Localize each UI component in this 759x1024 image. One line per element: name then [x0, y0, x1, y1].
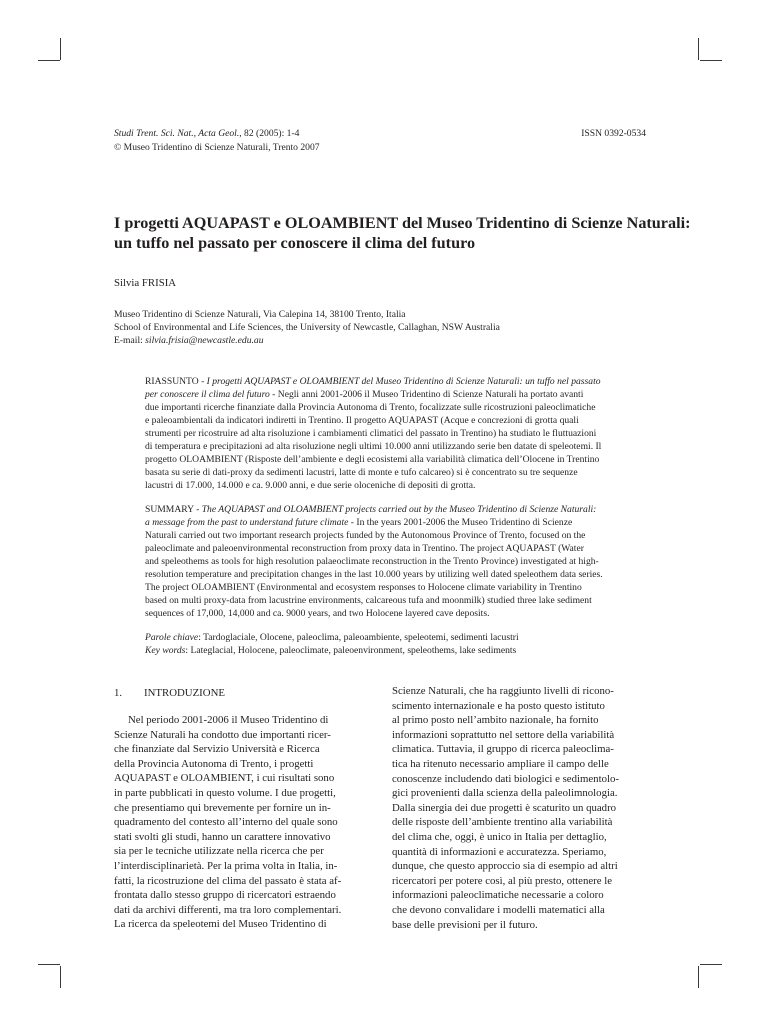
section-heading: 1. INTRODUZIONE: [114, 687, 225, 699]
keywords: [145, 631, 646, 657]
keywords-english: Key words: Lateglacial, Holocene, paleoclimate, paleoenvironment, speleothems, lake sediments: [145, 645, 517, 656]
body-right-column: Scienze Naturali, che ha raggiunto livelli di ricono- scimento internazionale e ha posto questo istituto al primo posto nell’ambito nazionale, ha fornito informazioni soprattutto nel settore della variabilità climatica. Tuttavia, il gruppo di ricerca paleoclima- tica ha ritenuto necessario ampliare il campo delle conoscenze includendo dati biologici e sedimentolo- gici provenienti dalla scienza della paleolimnologia. Dalla sinergia dei due progetti è scaturito un quadro delle risposte dell’ambiente trentino alla variabilità del clima che, oggi, è unico in Italia per dettaglio, quantità di informazioni e accuratezza. Speriamo, dunque, che questo approccio sia di esempio ad altri ricercatori per potere così, al più presto, ottenere le informazioni paleoclimatiche necessarie a coloro che devono convalidare i modelli matematici alla base delle previsioni per il futuro.: [392, 685, 619, 931]
email-link[interactable]: silvia.frisia@newcastle.edu.au: [145, 335, 264, 347]
crop-mark: [38, 60, 60, 61]
paper-title: I progetti AQUAPAST e OLOAMBIENT del Museo Tridentino di Scienze Naturali: un tuffo nel passato per conoscere il clima del futuro: [114, 214, 691, 252]
keywords-italian: Parole chiave: Tardoglaciale, Olocene, paleoclima, paleoambiente, speleotemi, sedimenti lacustri: [145, 632, 519, 643]
author-name: Silvia FRISIA: [114, 277, 177, 289]
crop-mark: [700, 60, 722, 61]
body-left-column: Nel periodo 2001-2006 il Museo Tridentino di Scienze Naturali ha condotto due importanti ricer- che finanziate dal Servizio Università e Ricerca della Provincia Autonoma di Trento, i progetti AQUAPAST e OLOAMBIENT, i cui risultati sono in parte pubblicati in questo volume. I due progetti, che presentiamo qui brevemente per fornire un in- quadramento del contesto all’interno del quale sono stati svolti gli studi, hanno un carattere innovativo sia per le tecniche utilizzate nella ricerca che per l’interdisciplinarietà. Per la prima volta in Italia, in- fatti, la ricostruzione del clima del passato è stata af- frontata dallo stesso gruppo di ricercatori estraendo dati da archivi differenti, ma tra loro complementari. La ricerca da speleotemi del Museo Tridentino di: [114, 714, 342, 931]
summary-abstract: SUMMARY - The AQUAPAST and OLOAMBIENT projects carried out by the Museo Tridentino di Scienze Naturali: a message from the past to understand future climate - In the years 2001-2006 the Museo Tridentino di Scienze Naturali carried out two important research projects funded by the Autonomous Province of Trento, focused on the paleoclimate and paleoenvironmental reconstruction from proxy data in Trentino. The project AQUAPAST (Water and speleothems as tools for high resolution palaeoclimate reconstruction in the Trento Province) investigated at high- resolution temperature and precipitation changes in the last 10.000 years by utilizing well dated speleothem data series. The project OLOAMBIENT (Environmental and ecosystem responses to Holocene climate variability in Trentino based on multi proxy-data from lacustrine environments, calcareous tufa and moonmilk) studied three lake sediment sequences of 17,000, 14,000 and ca. 9000 years, and two Holocene layered cave deposits.: [145, 504, 603, 619]
affiliation: Museo Tridentino di Scienze Naturali, Via Calepina 14, 38100 Trento, Italia School of Environmental and Life Sciences, the University of Newcastle, Callaghan, NSW Australia E-mail: silvia.frisia@newcastle.edu.au: [114, 309, 500, 347]
crop-mark: [38, 964, 60, 965]
journal-citation: Studi Trent. Sci. Nat., Acta Geol., 82 (2005): 1-4: [114, 128, 300, 139]
riassunto-abstract: RIASSUNTO - I progetti AQUAPAST e OLOAMBIENT del Museo Tridentino di Scienze Naturali: un tuffo nel passato per conoscere il clima del futuro - Negli anni 2001-2006 il Museo Tridentino di Scienze Naturali ha portato avanti due importanti ricerche finanziate dalla Provincia Autonoma di Trento, focalizzate sulle ricostruzioni paleoclimatiche e paleoambientali da indicatori indiretti in Trentino. Il progetto AQUAPAST (Acque e concrezioni di grotta quali strumenti per ricostruire ad alta risoluzione i cambiamenti climatici del passato in Trentino) ha studiato le fluttuazioni di temperatura e precipitazioni ad alta risoluzione negli ultimi 10.000 anni utilizzando serie ben datate di speleotemi. Il progetto OLOAMBIENT (Risposte dell’ambiente e degli ecosistemi alla variabilità climatica dell’Olocene in Trentino basata su serie di dati-proxy da sedimenti lacustri, latte di monte e tufo calcareo) si è concentrato su tre sequenze lacustri di 17.000, 14.000 e ca. 9.000 anni, e due serie oloceniche di depositi di grotta.: [145, 376, 602, 491]
crop-mark: [698, 966, 699, 988]
issn: ISSN 0392-0534: [581, 128, 646, 139]
crop-mark: [60, 38, 61, 60]
crop-mark: [698, 38, 699, 60]
copyright-line: © Museo Tridentino di Scienze Naturali, Trento 2007: [114, 142, 320, 153]
crop-mark: [60, 966, 61, 988]
crop-mark: [700, 964, 722, 965]
